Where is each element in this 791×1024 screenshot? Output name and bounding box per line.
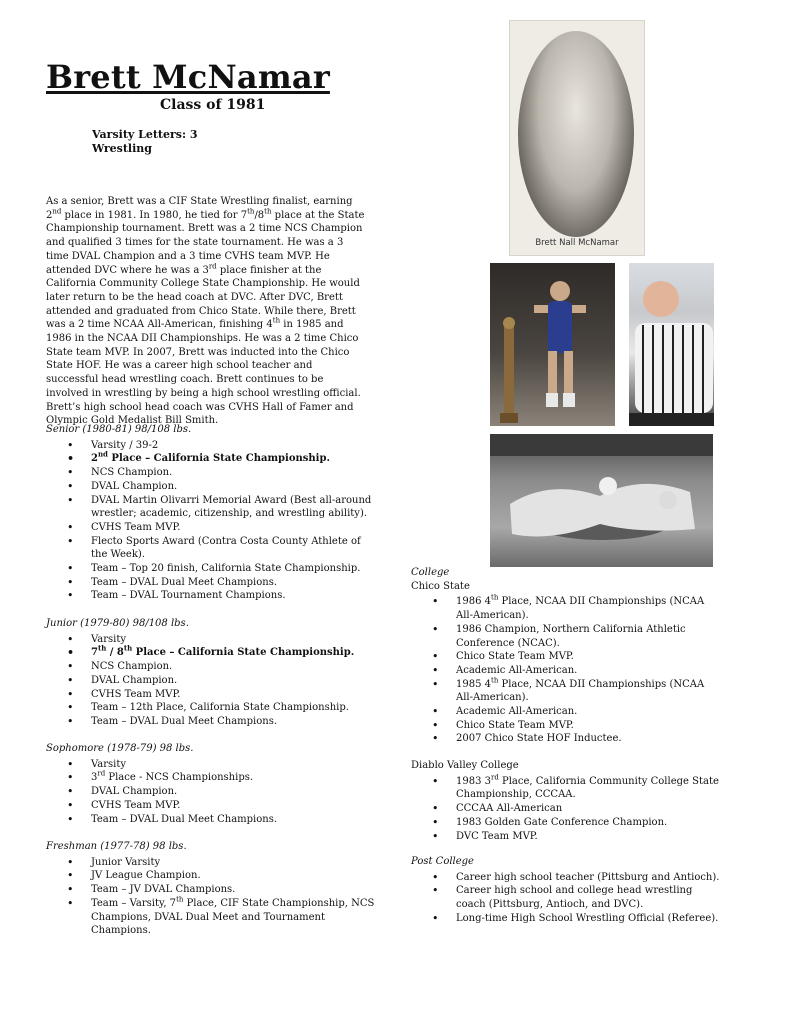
post-college-list <box>411 871 721 926</box>
varsity-letters <box>92 128 198 156</box>
yearbook-caption: Brett Nall McNamar <box>535 238 619 248</box>
list-item: • 2nd Place – California State Championship. <box>91 452 376 466</box>
school-name: Chico State <box>411 580 470 592</box>
list-item: • CVHS Team MVP. <box>91 799 376 813</box>
list-item: • Career high school teacher (Pittsburg and Antioch). <box>456 871 721 885</box>
sophomore-list <box>46 758 376 827</box>
list-item: • CVHS Team MVP. <box>91 521 376 535</box>
bio-text: in 1985 and 1986 in the NCAA DII Championships. He was a 2 time Chico State team MVP. In 2007, Brett was inducted into the Chico State HOF. He was a career high school teacher and successful head wrestling coach. Brett continues to be involved in wrestling by being a high school wrestling official. Brett’s high school head coach was CVHS Hall of Famer and Olympic Gold Medalist Bill Smith. <box>46 319 361 427</box>
list-item: • NCS Champion. <box>91 466 376 480</box>
junior-list <box>46 633 376 729</box>
list-item: • 1983 Golden Gate Conference Champion. <box>456 816 721 830</box>
bio-text: place at the State Championship tournament. Brett was a 2 time NCS Champion and qualified 3 times for the state tournament. He was a 3 time DVAL Champion and a 3 time CVHS team MVP. He attended DVC where he was a 3 <box>46 209 365 276</box>
list-item: • Team – DVAL Dual Meet Champions. <box>91 715 376 729</box>
section-heading: Senior (1980-81) 98/108 lbs. <box>46 424 192 435</box>
list-item: • Academic All-American. <box>456 664 721 678</box>
list-item: • Team – DVAL Dual Meet Champions. <box>91 576 376 590</box>
wrestler-trophy-photo <box>490 263 615 426</box>
list-item: • Junior Varsity <box>91 856 376 870</box>
dvc-list <box>411 775 721 844</box>
list-item: • NCS Champion. <box>91 660 376 674</box>
list-item: • Varsity / 39-2 <box>91 439 376 453</box>
bio-sup: th <box>264 207 272 216</box>
bio-text: place in 1981. In 1980, he tied for 7 <box>61 209 248 221</box>
list-item: • 7th / 8th Place – California State Championship. <box>91 646 376 660</box>
list-item: • 3rd Place - NCS Championships. <box>91 771 376 785</box>
list-item: • Team – DVAL Dual Meet Champions. <box>91 813 376 827</box>
senior-list <box>46 439 376 603</box>
list-item: • DVC Team MVP. <box>456 830 721 844</box>
freshman-section <box>46 840 376 938</box>
list-item: • DVAL Champion. <box>91 785 376 799</box>
referee-photo <box>629 263 714 426</box>
list-item: • CVHS Team MVP. <box>91 688 376 702</box>
college-list <box>411 595 721 746</box>
list-item: • Chico State Team MVP. <box>456 719 721 733</box>
list-item: • 2007 Chico State HOF Inductee. <box>456 732 721 746</box>
referee-image <box>629 263 714 426</box>
list-item: • Team – Top 20 finish, California State Championship. <box>91 562 376 576</box>
portrait-oval <box>518 31 634 237</box>
list-item: • 1985 4th Place, NCAA DII Championships (NCAA All-American). <box>456 678 721 705</box>
list-item: • 1986 Champion, Northern California Athletic Conference (NCAC). <box>456 623 721 650</box>
list-item: • Chico State Team MVP. <box>456 650 721 664</box>
list-item: • Team – JV DVAL Champions. <box>91 883 376 897</box>
list-item: • JV League Champion. <box>91 869 376 883</box>
letters-line: Varsity Letters: 3 <box>92 128 198 141</box>
bio-sup: nd <box>52 207 62 216</box>
list-item: • Varsity <box>91 758 376 772</box>
list-item: • DVAL Champion. <box>91 480 376 494</box>
section-heading: Sophomore (1978-79) 98 lbs. <box>46 743 194 754</box>
section-heading: Post College <box>411 856 474 867</box>
wrestling-match-photo <box>490 434 713 567</box>
senior-section <box>46 423 376 603</box>
bio-text: As a senior, Brett was a CIF State Wrestling finalist, earning 2 <box>46 196 353 221</box>
page-title: Brett McNamar <box>46 58 330 96</box>
list-item: • Long-time High School Wrestling Official (Referee). <box>456 912 721 926</box>
list-item: • 1983 3rd Place, California Community College State Championship, CCCAA. <box>456 775 721 802</box>
sophomore-section <box>46 742 376 826</box>
yearbook-photo <box>509 20 645 256</box>
post-college-section <box>411 855 721 926</box>
list-item: • DVAL Martin Olivarri Memorial Award (Best all-around wrestler; academic, citizenship, and wrestling ability). <box>91 494 376 521</box>
bio-text: place finisher at the California Community College State Championship. He would later return to be the head coach at DVC. After DVC, Brett attended and graduated from Chico State. While there, Brett was a 2 time NCAA All-American, finishing 4 <box>46 264 360 331</box>
section-heading: College <box>411 567 450 578</box>
bio-sup: th <box>272 317 281 325</box>
list-item: • CCCAA All-American <box>456 802 721 816</box>
wrestling-match-image <box>490 434 713 567</box>
freshman-list <box>46 856 376 938</box>
college-section <box>411 566 721 746</box>
list-item: • 1986 4th Place, NCAA DII Championships (NCAA All-American). <box>456 595 721 622</box>
wrestler-trophy-image <box>490 263 615 426</box>
bio-sup: rd <box>208 262 217 271</box>
list-item: • DVAL Champion. <box>91 674 376 688</box>
sport-line: Wrestling <box>92 142 152 155</box>
bio-sup: th <box>247 207 255 216</box>
list-item: • Academic All-American. <box>456 705 721 719</box>
bio-text: /8 <box>254 209 265 221</box>
section-heading: Freshman (1977-78) 98 lbs. <box>46 841 187 852</box>
list-item: • Flecto Sports Award (Contra Costa County Athlete of the Week). <box>91 535 376 562</box>
list-item: • Varsity <box>91 633 376 647</box>
dvc-section <box>411 759 721 843</box>
list-item: • Team – 12th Place, California State Championship. <box>91 701 376 715</box>
junior-section <box>46 617 376 729</box>
section-heading: Junior (1979-80) 98/108 lbs. <box>46 618 189 629</box>
school-name: Diablo Valley College <box>411 760 519 771</box>
class-year: Class of 1981 <box>160 97 266 113</box>
list-item: • Career high school and college head wrestling coach (Pittsburg, Antioch, and DVC). <box>456 884 721 911</box>
list-item: • Team – DVAL Tournament Champions. <box>91 589 376 603</box>
list-item: • Team – Varsity, 7th Place, CIF State Championship, NCS Champions, DVAL Dual Meet and Tournament Champions. <box>91 897 376 938</box>
bio-paragraph <box>46 195 366 428</box>
